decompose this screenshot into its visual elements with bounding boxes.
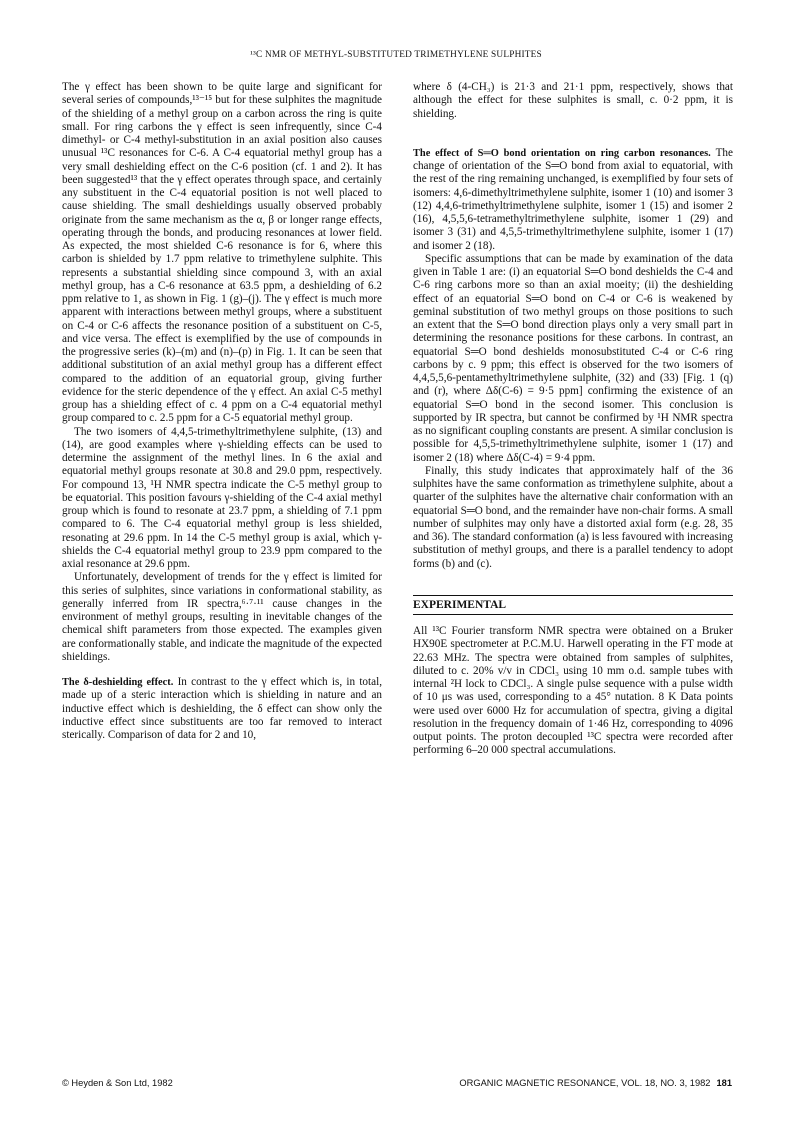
so-orientation-section xyxy=(413,147,733,253)
footer-copyright: © Heyden & Son Ltd, 1982 xyxy=(62,1078,173,1088)
footer-journal xyxy=(459,1078,732,1088)
page-number: 181 xyxy=(716,1078,732,1088)
body-paragraph: The γ effect has been shown to be quite large and significant for several series of compounds,¹³⁻¹⁵ but for these sulphites the magnitude of the shielding of a methyl group on a carbon across the ring is quite small. For ring carbons the γ effect is seen infrequently, since C-4 dimethyl- or C-4 methyl-substitution in an axial position also causes unusual ¹³C resonances for C-6. A C-4 equatorial methyl group has a very small deshielding effect on the C-6 position (cf. 1 and 2). It has been suggested¹³ that the γ effect operates through space, and certainly any substituent in the C-4 equatorial position is not well placed to cause shielding. The small deshieldings usually observed probably originate from the same mechanism as the α, β or longer range effects, operating through the bonds, and producing resonances at lower field. As expected, the most shielded C-6 resonance is for 6, where this carbon is shielded by 1.7 ppm relative to trimethylene sulphite. This represents a substantial shielding since compound 3, with an axial methyl group, has a C-6 resonance at 63.5 ppm, a deshielding of 6.2 ppm relative to 1, as shown in Fig. 1 (g)–(j). The γ effect is much more apparent with interactions between methyl groups, where a substituent on C-4 or C-6 affects the resonance position of a substituent on C-5, and vice versa. The effect is exemplified by the use of compounds in the progressive series (k)–(m) and (n)–(p) in Fig. 1. It can be seen that additional substitution of an axial methyl group has a different effect compared to the addition of an equatorial group, giving further evidence for the steric dependence of the γ effect. An axial C-5 methyl group has a shielding effect of c. 4 ppm on a C-4 equatorial methyl group compared to c. 2.5 ppm for a C-5 equatorial methyl group. xyxy=(62,81,382,425)
body-paragraph: Unfortunately, development of trends for the γ effect is limited for this series of sulphites, since variations in conformational stability, as generally inferred from IR spectra,⁶·⁷·¹¹ cause changes in the environment of methyl groups, resulting in inevitable changes of the chemical shift parameters from those expected. The examples given are conformationally stable, and indicate the magnitude of the expected shieldings. xyxy=(62,571,382,663)
so-orientation-text: The change of orientation of the S═O bond from axial to equatorial, with the rest of the ring remaining unchanged, is exemplified by four sets of isomers: 4,6-dimethyltrimethylene sulphite, isomer 1 (10) and isomer 3 (12) 4,4,6-trimethyltrimethylene sulphite, isomer 1 (15) and isomer 2 (16), 4,5,5,6-tetramethyltrimethylene sulphite, isomer 1 (29) and isomer 3 (31) and 4,5,5-trimethyltrimethylene sulphite, isomer 1 (17) and isomer 2 (18). xyxy=(413,146,733,252)
body-paragraph: The two isomers of 4,4,5-trimethyltrimethylene sulphite, (13) and (14), are good examples where γ-shielding effects can be used to determine the assignment of the methyl lines. In 6 the axial and equatorial methyl groups resonate at 30.8 and 29.0 ppm, respectively. For compound 13, ¹H NMR spectra indicate the C-5 methyl group to be equatorial. This position favours γ-shielding of the C-4 axial methyl group which is found to resonate at 23.7 ppm, a shielding of 7.1 ppm compared to 6. The C-4 equatorial methyl group is less shielded, resonating at 29.6 ppm. In 14 the C-5 methyl group is axial, which γ-shields the C-4 equatorial methyl group to 23.9 ppm compared to the axial resonance at 29.6 ppm. xyxy=(62,425,382,570)
delta-effect-heading: The δ-deshielding effect. xyxy=(62,677,174,688)
experimental-paragraph: All ¹³C Fourier transform NMR spectra were obtained on a Bruker HX90E spectrometer at P.C.M.U. Harwell operating in the FT mode at 22.63 MHz. The spectra were obtained from samples of sulphites, diluted to c. 20% v/v in CDCl₃ using 10 mm o.d. sample tubes with internal ²H lock to CDCl₃. A single pulse sequence with a pulse width of 10 μs was used, corresponding to a 45° nutation. 8 K Data points were used over 6000 Hz for accumulation of spectra, giving a digital resolution in the frequency domain of 1·46 Hz, corresponding to 4096 output points. The proton decoupled ¹³C spectra were recorded after performing 6–20 000 spectral accumulations. xyxy=(413,625,733,757)
running-head: ¹³C NMR OF METHYL-SUBSTITUTED TRIMETHYLENE SULPHITES xyxy=(250,50,542,60)
delta-effect-section xyxy=(62,676,382,742)
journal-citation: ORGANIC MAGNETIC RESONANCE, VOL. 18, NO. 3, 1982 xyxy=(459,1078,711,1088)
delta-effect-text: In contrast to the γ effect which is, in total, made up of a steric interaction which is shielding in nature and an inductive effect which is deshielding, the δ effect can show only the inductive effect since substituents are too far removed to interact sterically. Comparison of data for 2 and 10, xyxy=(62,676,383,741)
continuation-paragraph: where δ (4-CH₃) is 21·3 and 21·1 ppm, respectively, shows that although the effect for these sulphites is small, c. 0·2 ppm, it is shielding. xyxy=(413,81,733,120)
left-column xyxy=(62,81,382,742)
so-orientation-heading: The effect of S═O bond orientation on ring carbon resonances. xyxy=(413,147,711,159)
experimental-heading: EXPERIMENTAL xyxy=(413,595,733,615)
right-column xyxy=(413,81,733,758)
body-paragraph: Specific assumptions that can be made by examination of the data given in Table 1 are: (i) an equatorial S═O bond deshields the C-4 and C-6 ring carbons more so than an axial moeity; (ii) the deshielding effect of an equatorial S═O bond on C-4 or C-6 is weakened by geminal substitution of two methyl groups on those positions to such an extent that the S═O bond direction plays only a very small part in determining the resonance positions for these carbons. In contrast, an equatorial S═O bond deshields monosubstituted C-4 or C-6 ring carbons by c. 9 ppm; this effect is observed for the two isomers of 4,4,5,5,6-pentamethyltrimethylene sulphite, (32) and (33) [Fig. 1 (q) and (r), where Δδ(C-6) = 9·5 ppm] confirming the existence of an equatorial S═O bond in the second isomer. This conclusion is supported by IR spectra, but cannot be confirmed by ¹H NMR spectra as no significant coupling constants are present. A similar conclusion is possible for 4,5,5-trimethyltrimethylene sulphite, isomer 1 (17) and isomer 2 (18) where Δδ(C-4) = 9·4 ppm. xyxy=(413,252,733,464)
body-paragraph: Finally, this study indicates that approximately half of the 36 sulphites have the same conformation as trimethylene sulphite, about a quarter of the sulphites have the alternative chair conformation with an equatorial S═O bond, and the remainder have non-chair forms. A small number of sulphites may only have a distorted axial form (e.g. 28, 35 and 36). The standard conformation (a) is less favoured with increasing substitution of methyl groups, and there is a parallel tendency to adopt forms (b) and (c). xyxy=(413,464,733,570)
